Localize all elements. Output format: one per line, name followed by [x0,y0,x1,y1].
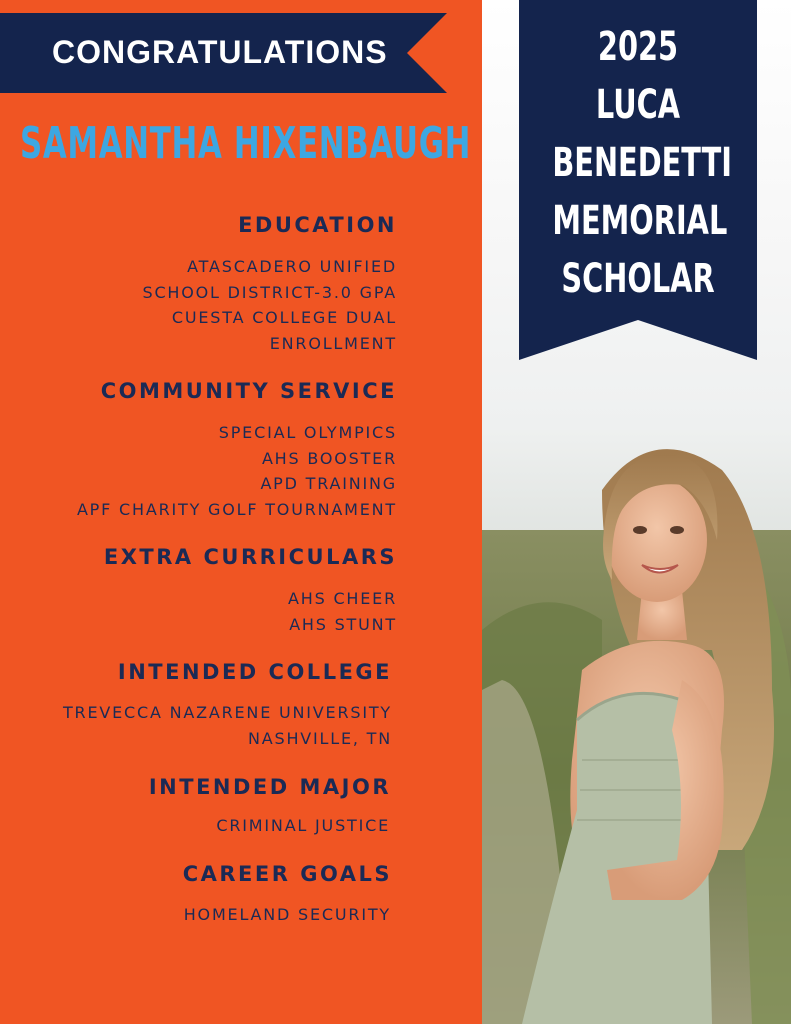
major-line: CRIMINAL JUSTICE [216,816,390,835]
education-line: CUESTA COLLEGE DUAL [171,308,397,327]
scholarship-year: 2025 [597,24,679,70]
portrait-illustration [482,430,791,1024]
college-line: NASHVILLE, TN [247,728,392,748]
scholarship-name-line: MEMORIAL [552,198,728,244]
scholarship-name-line: LUCA [595,82,681,128]
scholarship-name-line: SCHOLAR [561,256,715,302]
community-service-heading: COMMUNITY SERVICE [100,379,397,403]
career-goals-details [184,902,391,928]
community-line: AHS BOOSTER [261,448,397,468]
community-service-details [77,420,397,522]
education-line: ATASCADERO UNIFIED [187,257,397,276]
scholarship-title [519,18,757,308]
student-portrait-photo [482,430,791,1024]
education-heading: EDUCATION [238,213,397,237]
extra-curriculars-details [288,586,397,637]
career-goals-heading: CAREER GOALS [182,862,392,886]
education-line: ENROLLMENT [269,333,397,353]
education-details [142,254,397,356]
community-line: APD TRAINING [260,474,397,493]
intended-major-heading: INTENDED MAJOR [148,775,391,799]
intended-college-heading: INTENDED COLLEGE [117,660,392,684]
education-line: SCHOOL DISTRICT-3.0 GPA [142,282,397,302]
extra-curriculars-heading: EXTRA CURRICULARS [103,545,397,569]
extra-line: AHS STUNT [289,614,397,634]
college-line: TREVECCA NAZARENE UNIVERSITY [62,703,392,722]
intended-college-details [63,700,392,751]
scholarship-name-line: BENEDETTI [552,140,732,186]
intended-major-details [216,813,390,839]
community-line: SPECIAL OLYMPICS [218,423,397,442]
community-line: APF CHARITY GOLF TOURNAMENT [76,499,397,519]
career-line: HOMELAND SECURITY [183,905,391,924]
extra-line: AHS CHEER [288,589,397,608]
student-name: SAMANTHA HIXENBAUGH [20,118,472,169]
congratulations-text: CONGRATULATIONS [52,34,388,70]
